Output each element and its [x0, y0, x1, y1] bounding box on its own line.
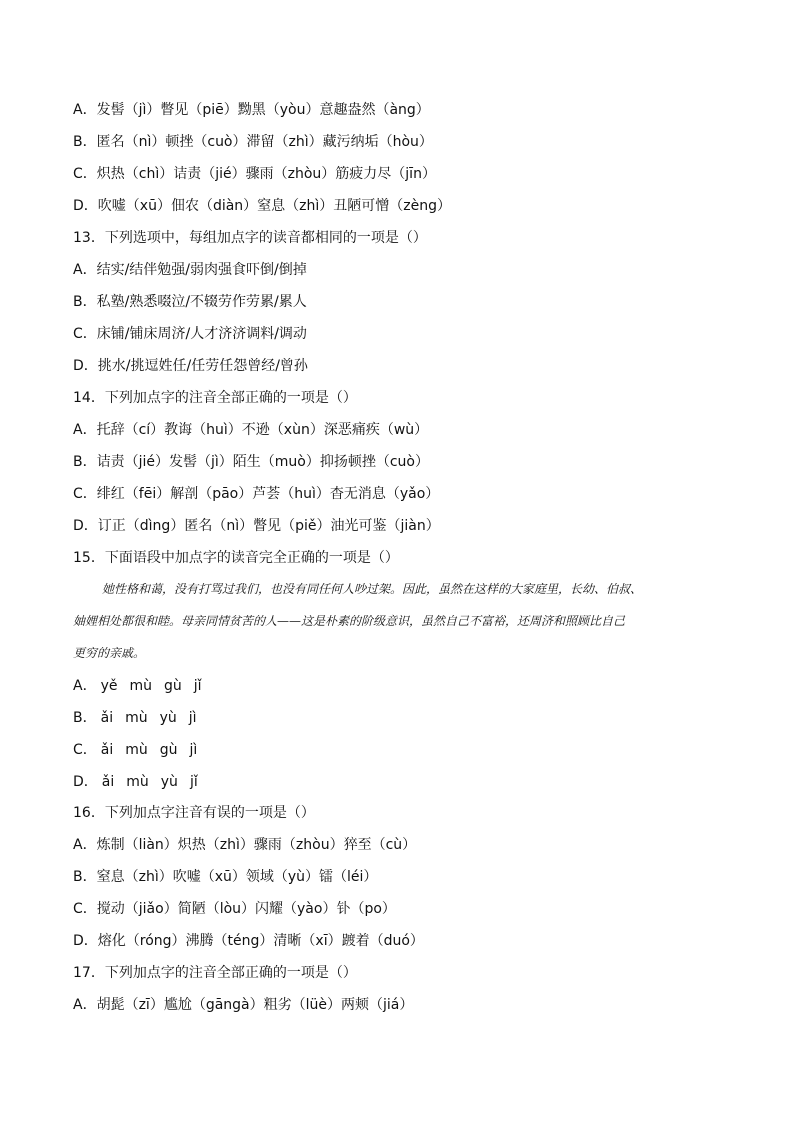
q14-option-a: A．托辞（cí）教诲（huì）不逊（xùn）深恶痛疾（wù）: [73, 422, 429, 438]
q16-option-d: D．熔化（róng）沸腾（téng）清晰（xī）踱着（duó）: [73, 933, 424, 949]
pinyin-syllable: ǎi: [100, 742, 114, 758]
q15-passage-line-1: 她性格和蔼，没有打骂过我们，也没有同任何人吵过架。因此，虽然在这样的大家庭里，长幼、伯叔、: [102, 582, 643, 596]
q13-option-b: B．私塾/熟悉啜泣/不辍劳作劳累/累人: [73, 294, 307, 310]
q12-option-d: D．吹嘘（xū）佃农（diàn）窒息（zhì）丑陋可憎（zèng）: [73, 198, 451, 214]
q15-option-b: [73, 709, 209, 727]
pinyin-syllable: mù: [129, 678, 152, 694]
q14-option-d: D．订正（dìng）匿名（nì）瞥见（piě）油光可鉴（jiàn）: [73, 518, 440, 534]
q12-option-c: C．炽热（chì）诘责（jié）骤雨（zhòu）筋疲力尽（jīn）: [73, 166, 436, 182]
q16-option-b: B．窒息（zhì）吹嘘（xū）领域（yù）镭（léi）: [73, 869, 378, 885]
q17-stem: 17．下列加点字的注音全部正确的一项是（）: [73, 965, 357, 981]
q15-passage-line-2: 妯娌相处都很和睦。母亲同情贫苦的人——这是朴素的阶级意识，虽然自己不富裕，还周济和照顾比自己: [73, 614, 626, 628]
q13-option-c: C．床铺/铺床周济/人才济济调料/调动: [73, 326, 307, 342]
pinyin-syllable: jǐ: [189, 774, 198, 790]
q15-option-a: [73, 677, 214, 695]
q15-stem: 15．下面语段中加点字的读音完全正确的一项是（）: [73, 550, 399, 566]
q15-option-c: [73, 741, 209, 759]
q16-option-a: A．炼制（liàn）炽热（zhì）骤雨（zhòu）猝至（cù）: [73, 837, 417, 853]
pinyin-syllable: yù: [160, 774, 178, 790]
option-letter: D．: [73, 774, 98, 790]
pinyin-syllable: jì: [188, 710, 197, 726]
pinyin-syllable: yù: [159, 710, 177, 726]
option-letter: B．: [73, 710, 97, 726]
q16-option-c: C．搅动（jiǎo）简陋（lòu）闪耀（yào）钋（po）: [73, 901, 396, 917]
pinyin-syllable: jǐ: [193, 678, 202, 694]
pinyin-syllable: ǎi: [100, 710, 114, 726]
pinyin-syllable: gù: [159, 742, 178, 758]
q15-passage-line-3: 更穷的亲戚。: [73, 646, 146, 660]
q16-stem: 16．下列加点字注音有误的一项是（）: [73, 805, 315, 821]
q13-stem: 13．下列选项中，每组加点字的读音都相同的一项是（）: [73, 230, 427, 246]
q14-option-c: C．绯红（fēi）解剖（pāo）芦荟（huì）杳无消息（yǎo）: [73, 486, 440, 502]
pinyin-syllable: mù: [125, 742, 148, 758]
q14-option-b: B．诘责（jié）发髻（jì）陌生（muò）抑扬顿挫（cuò）: [73, 454, 429, 470]
pinyin-syllable: jì: [189, 742, 198, 758]
pinyin-syllable: yě: [100, 678, 118, 694]
q13-option-a: A．结实/结伴勉强/弱肉强食吓倒/倒掉: [73, 262, 307, 278]
pinyin-syllable: gù: [164, 678, 182, 694]
q14-stem: 14．下列加点字的注音全部正确的一项是（）: [73, 390, 357, 406]
option-letter: C．: [73, 742, 97, 758]
q12-option-a: A．发髻（jì）瞥见（piē）黝黑（yòu）意趣盎然（àng）: [73, 102, 430, 118]
pinyin-syllable: mù: [125, 710, 148, 726]
q17-option-a: A．胡髭（zī）尴尬（gāngà）粗劣（lüè）两颊（jiá）: [73, 997, 414, 1013]
q12-option-b: B．匿名（nì）顿挫（cuò）滞留（zhì）藏污纳垢（hòu）: [73, 134, 433, 150]
q15-option-d: [73, 773, 210, 791]
pinyin-syllable: ǎi: [101, 774, 115, 790]
pinyin-syllable: mù: [126, 774, 149, 790]
option-letter: A．: [73, 678, 97, 694]
q13-option-d: D．挑水/挑逗姓任/任劳任怨曾经/曾孙: [73, 358, 308, 374]
